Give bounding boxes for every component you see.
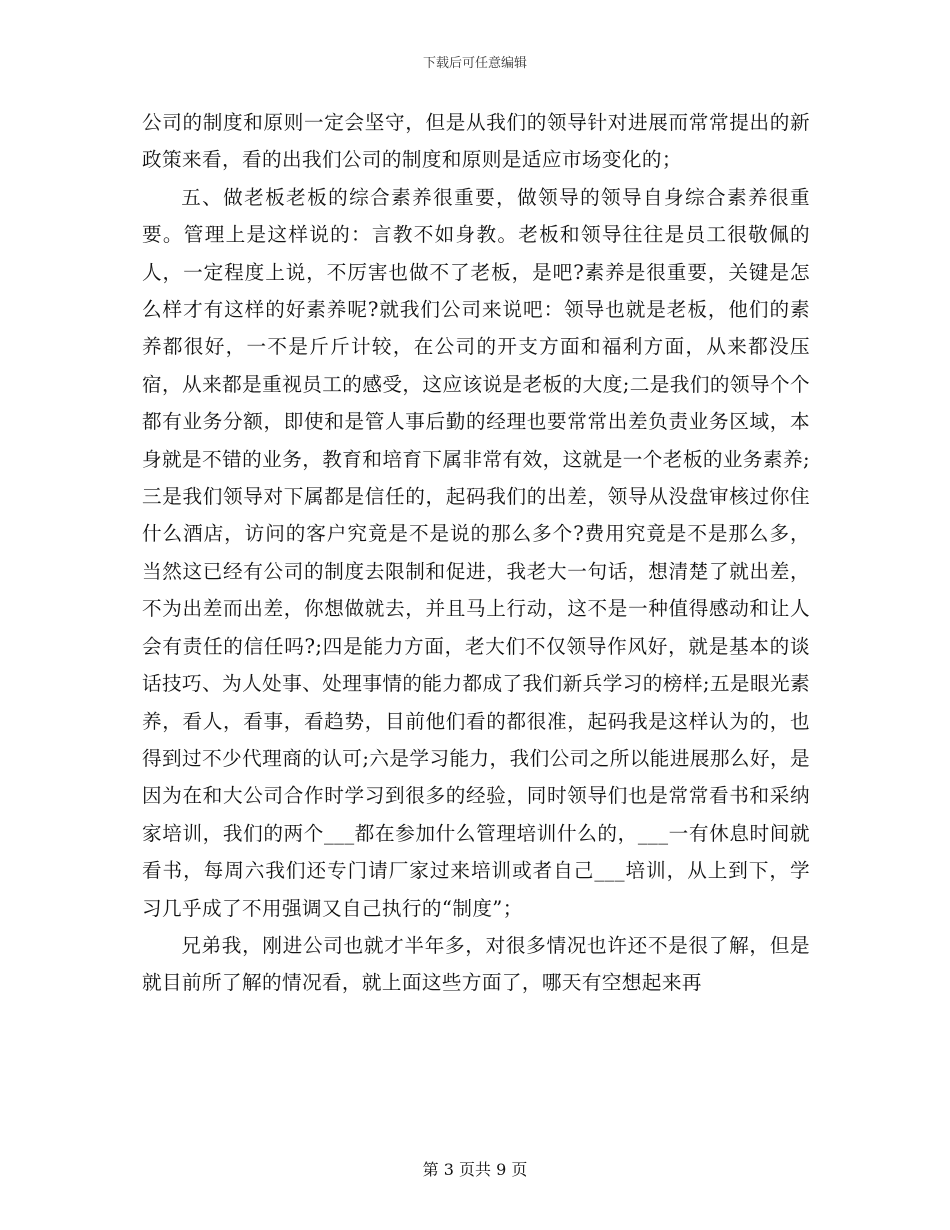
page-number: 第 3 页共 9 页 <box>422 1160 528 1179</box>
document-body <box>142 104 810 1002</box>
paragraph-2: 五、做老板老板的综合素养很重要，做领导的领导自身综合素养很重要。管理上是这样说的：言教不如身教。老板和领导往往是员工很敬佩的人，一定程度上说，不厉害也做不了老板，是吧?素养是很重要，关键是怎么样才有这样的好素养呢?就我们公司来说吧：领导也就是老板，他们的素养都很好，一不是斤斤计较，在公司的开支方面和福利方面，从来都没压宿，从来都是重视员工的感受，这应该说是老板的大度;二是我们的领导个个都有业务分额，即使和是管人事后勤的经理也要常常出差负责业务区域，本身就是不错的业务，教育和培育下属非常有效，这就是一个老板的业务素养;三是我们领导对下属都是信任的，起码我们的出差，领导从没盘审核过你住什么酒店，访问的客户究竟是不是说的那么多个?费用究竟是不是那么多，当然这已经有公司的制度去限制和促进，我老大一句话，想清楚了就出差，不为出差而出差，你想做就去，并且马上行动，这不是一种值得感动和让人会有责任的信任吗?;四是能力方面，老大们不仅领导作风好，就是基本的谈话技巧、为人处事、处理事情的能力都成了我们新兵学习的榜样;五是眼光素养，看人，看事，看趋势，目前他们看的都很准，起码我是这样认为的，也得到过不少代理商的认可;六是学习能力，我们公司之所以能进展那么好，是因为在和大公司合作时学习到很多的经验，同时领导们也是常常看书和采纳家培训，我们的两个___都在参加什么管理培训什么的，___一有休息时间就看书，每周六我们还专门请厂家过来培训或者自己___培训，从上到下，学习几乎成了不用强调又自己执行的“制度”； <box>142 185 810 920</box>
download-note: 下载后可任意编辑 <box>422 56 527 71</box>
paragraph-1: 公司的制度和原则一定会坚守，但是从我们的领导针对进展而常常提出的新政策来看，看的出我们公司的制度和原则是适应市场变化的； <box>142 111 810 172</box>
paragraph-3: 兄弟我，刚进公司也就才半年多，对很多情况也许还不是很了解，但是就目前所了解的情况看，就上面这些方面了，哪天有空想起来再 <box>142 933 810 995</box>
